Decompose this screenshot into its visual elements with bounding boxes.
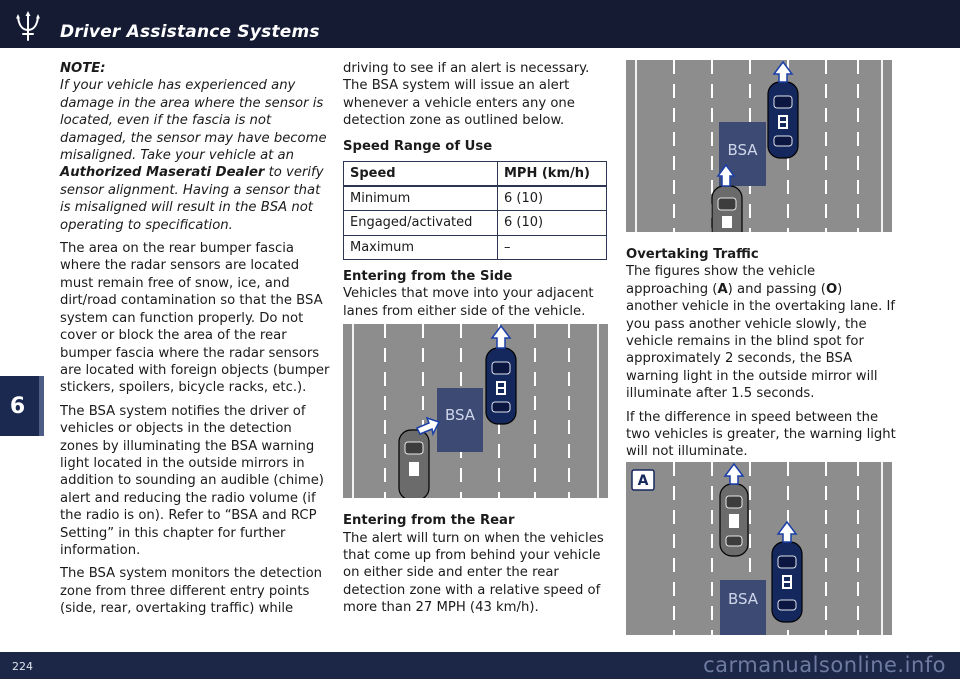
note-text <box>60 77 332 234</box>
table-cell: 6 (10) <box>498 186 607 211</box>
side-entry-figure <box>343 324 608 498</box>
table-cell: – <box>498 235 607 260</box>
page-number: 224 <box>12 660 33 673</box>
table-row <box>344 211 607 236</box>
table-row <box>344 186 607 211</box>
side-entry-illustration <box>343 324 608 498</box>
approaching-figure <box>626 462 892 635</box>
bsa-zone-label: BSA <box>727 141 758 159</box>
host-vehicle <box>768 82 798 158</box>
paragraph-notifies: The BSA system notifies the driver of vehicles or objects in the detection zones by illuminating the BSA warning light located in the outside mirrors in addition to sounding an audible (chime) alert and reducing the radio volume (if the radio is on). Refer to “BSA and RCP Setting” in this chapter for further information. <box>60 403 324 558</box>
other-vehicle <box>399 430 429 498</box>
table-row <box>344 235 607 260</box>
overtaking-text-1: The figures show the vehicle approaching ( <box>626 264 816 297</box>
page-footer <box>0 652 960 679</box>
column-1 <box>60 60 332 624</box>
other-vehicle <box>720 484 748 556</box>
table-header-cell: Speed <box>344 162 498 187</box>
section-title: Driver Assistance Systems <box>60 22 320 42</box>
host-vehicle <box>486 348 516 424</box>
table-cell: Minimum <box>344 186 498 211</box>
overtaking-illustration <box>626 60 892 232</box>
table-cell: Maximum <box>344 235 498 260</box>
table-cell: 6 (10) <box>498 211 607 236</box>
column-3 <box>626 244 896 467</box>
table-header-cell: MPH (km/h) <box>498 162 607 187</box>
paragraph-monitors: The BSA system monitors the detection zone from three different entry points (side, rear, overtaking traffic) while <box>60 566 323 617</box>
host-vehicle <box>772 542 802 622</box>
bsa-zone-label: BSA <box>727 590 759 608</box>
chapter-tab: 6 <box>0 376 44 436</box>
table-cell: Engaged/activated <box>344 211 498 236</box>
figure-letter: A <box>637 473 649 489</box>
approaching-letter: A <box>717 281 728 297</box>
speed-difference-text: If the difference in speed between the two vehicles is greater, the warning light will not illuminate. <box>626 409 896 460</box>
speed-range-heading: Speed Range of Use <box>343 138 493 154</box>
side-entry-heading: Entering from the Side <box>343 269 513 285</box>
overtaking-figure <box>626 60 892 232</box>
other-vehicle <box>712 186 742 232</box>
paragraph-alert: driving to see if an alert is necessary. The BSA system will issue an alert whenever a vehicle enters any one detection zone as outlined below. <box>343 61 590 129</box>
speed-range-table <box>343 161 607 260</box>
rear-entry-heading: Entering from the Rear <box>343 513 515 529</box>
side-entry-text: Vehicles that move into your adjacent lanes from either side of the vehicle. <box>343 286 594 319</box>
rear-entry-text: The alert will turn on when the vehicles that come up from behind your vehicle on either side and enter the rear detection zone with a relative speed of more than 27 MPH (43 km/h). <box>343 530 604 616</box>
table-header-row <box>344 162 607 187</box>
watermark: carmanualsonline.info <box>703 653 946 677</box>
note-text-1: If your vehicle has experienced any damage in the area where the sensor is located, even if the fascia is not damaged, the sensor may have become misaligned. Take your vehicle at an <box>60 78 327 164</box>
overtaking-text-2: ) and passing ( <box>727 281 826 297</box>
dealer-name: Authorized Maserati Dealer <box>60 165 265 181</box>
trident-logo-icon <box>10 8 46 44</box>
overtaking-heading: Overtaking Traffic <box>626 247 759 262</box>
paragraph-fascia: The area on the rear bumper fascia where the radar sensors are located must remain free of snow, ice, and dirt/road contamination so that the BSA system can function properly. Do not cover or block the area of the rear bumper fascia where the radar sensors are located with foreign objects (bumper stickers, spoilers, bicycle racks, etc.). <box>60 241 330 396</box>
bsa-zone-label: BSA <box>444 406 476 424</box>
passing-letter: O <box>825 281 838 297</box>
approaching-illustration <box>626 462 892 635</box>
page-header <box>0 0 960 48</box>
overtaking-text-3: ) another vehicle in the overtaking lane. If you pass another vehicle slowly, the vehicle remains in the blind spot for approximately 2 seconds, the BSA warning light in the outside mirror will illuminate after 1.5 seconds. <box>626 281 895 402</box>
note-label: NOTE: <box>60 61 106 76</box>
overtaking-text <box>626 263 896 402</box>
note-text-2: to verify sensor alignment. Having a sensor that is misaligned will result in the BSA not operating to specification. <box>60 165 324 233</box>
